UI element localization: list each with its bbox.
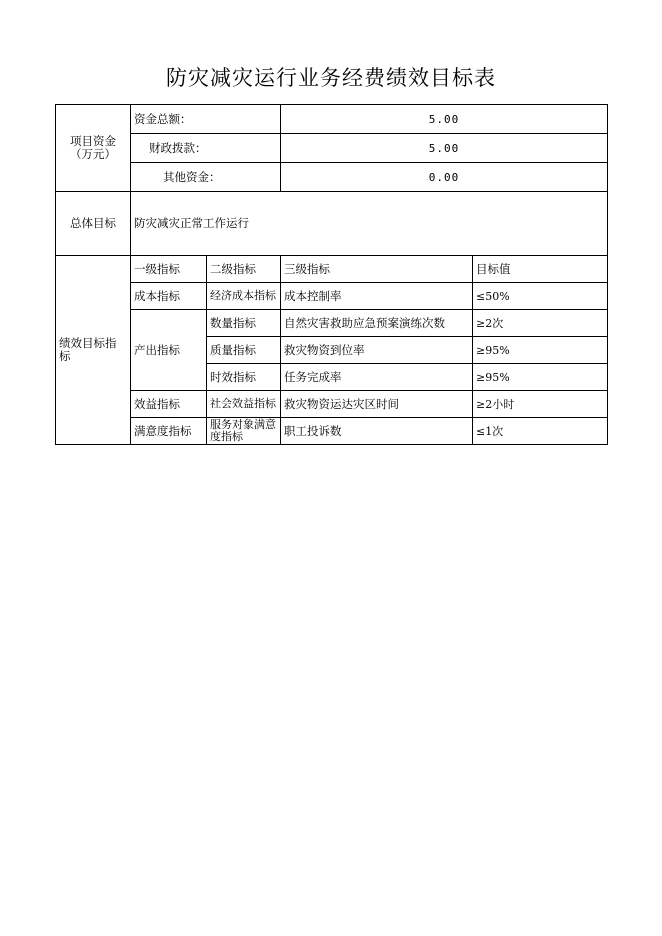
performance-label: 绩效目标指标 [56, 256, 131, 445]
indicator-target: ≥95% [473, 364, 608, 391]
performance-target-table [55, 104, 608, 445]
funds-fiscal-value: 5.00 [281, 134, 608, 163]
indicator-level3: 成本控制率 [281, 283, 473, 310]
indicator-level3: 救灾物资到位率 [281, 337, 473, 364]
indicator-target: ≤50% [473, 283, 608, 310]
indicator-level2: 数量指标 [207, 310, 281, 337]
indicator-level1: 产出指标 [131, 310, 207, 391]
funds-fiscal-row [56, 134, 608, 163]
indicator-header-row [56, 256, 608, 283]
header-target: 目标值 [473, 256, 608, 283]
overall-goal-label: 总体目标 [56, 192, 131, 256]
indicator-level1: 满意度指标 [131, 418, 207, 445]
table-row [56, 418, 608, 445]
funds-fiscal-label: 财政拨款： [131, 134, 281, 163]
indicator-target: ≥95% [473, 337, 608, 364]
indicator-level3: 任务完成率 [281, 364, 473, 391]
indicator-level2: 时效指标 [207, 364, 281, 391]
indicator-level1: 效益指标 [131, 391, 207, 418]
indicator-target: ≤1次 [473, 418, 608, 445]
funds-label: 项目资金（万元） [56, 105, 131, 192]
funds-other-value: 0.00 [281, 163, 608, 192]
header-level2: 二级指标 [207, 256, 281, 283]
indicator-level2: 社会效益指标 [207, 391, 281, 418]
indicator-level2: 质量指标 [207, 337, 281, 364]
funds-total-value: 5.00 [281, 105, 608, 134]
indicator-target: ≥2次 [473, 310, 608, 337]
funds-other-label: 其他资金： [131, 163, 281, 192]
overall-goal-row [56, 192, 608, 256]
funds-total-row [56, 105, 608, 134]
indicator-target: ≥2小时 [473, 391, 608, 418]
indicator-level3: 救灾物资运达灾区时间 [281, 391, 473, 418]
indicator-level1: 成本指标 [131, 283, 207, 310]
indicator-level3: 职工投诉数 [281, 418, 473, 445]
table-row [56, 391, 608, 418]
indicator-level2: 服务对象满意度指标 [207, 418, 281, 445]
page-title: 防灾减灾运行业务经费绩效目标表 [166, 66, 496, 90]
indicator-level3: 自然灾害救助应急预案演练次数 [281, 310, 473, 337]
table-row [56, 310, 608, 337]
table-row [56, 283, 608, 310]
header-level1: 一级指标 [131, 256, 207, 283]
header-level3: 三级指标 [281, 256, 473, 283]
overall-goal-text: 防灾减灾正常工作运行 [131, 192, 608, 256]
funds-total-label: 资金总额： [131, 105, 281, 134]
indicator-level2: 经济成本指标 [207, 283, 281, 310]
funds-other-row [56, 163, 608, 192]
